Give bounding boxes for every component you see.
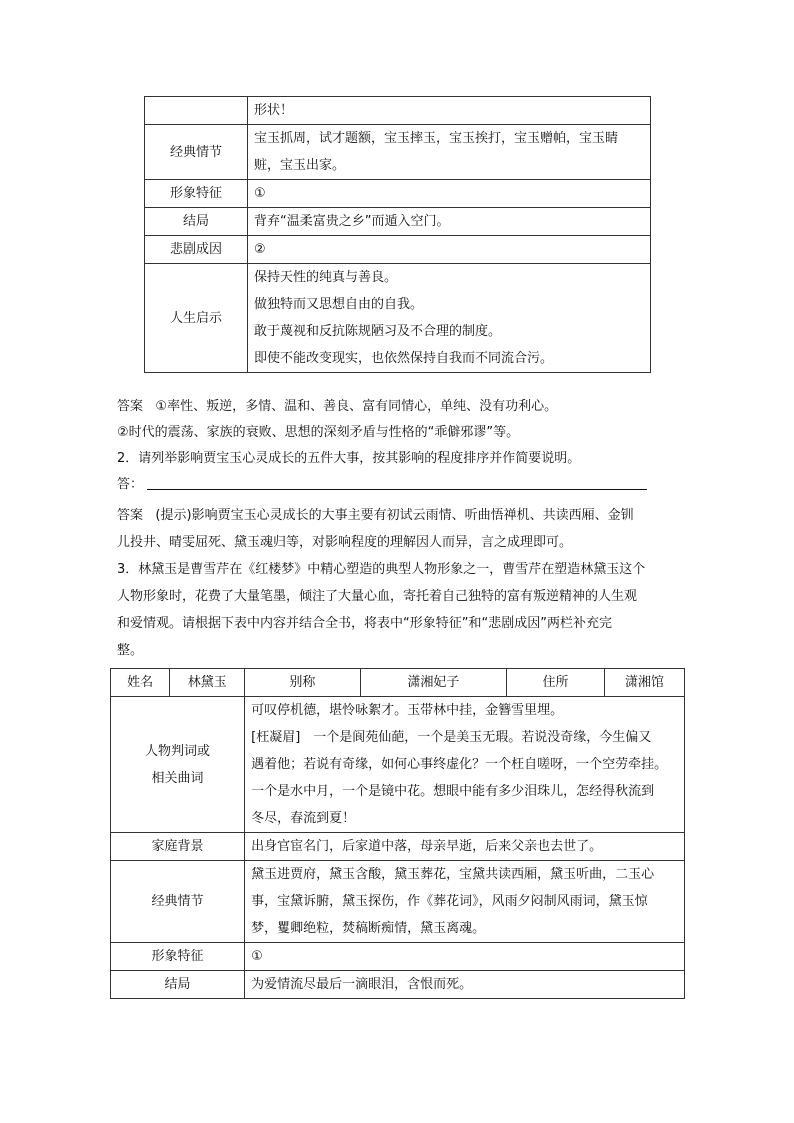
answer-2-line-2: 儿投井、晴雯屈死、黛玉魂归等，对影响程度的理解因人而异，言之成理即可。 (117, 535, 573, 550)
row-content (245, 861, 685, 943)
alias-value: 潇湘妃子 (360, 669, 507, 697)
name-label: 姓名 (111, 669, 170, 697)
row-content (248, 208, 651, 236)
content-line: 赃，宝玉出家。 (254, 158, 346, 173)
content-line: ① (251, 949, 263, 964)
answer-prefix: 答案 (117, 508, 144, 523)
answer-2-line-1 (117, 503, 677, 529)
question-3-line: 3．林黛玉是曹雪芹在《红楼梦》中精心塑造的典型人物形象之一，曹雪芹在塑造林黛玉这个 (117, 562, 646, 577)
question-3-line: 和爱情观。请根据下表中内容并结合全书，将表中“形象特征”和“悲剧成因”两栏补充完 (117, 616, 612, 631)
table-row (145, 264, 651, 373)
table-row (145, 236, 651, 264)
table-row (145, 125, 651, 180)
answer-1-line-2: ②时代的震荡、家族的衰败、思想的深刻矛盾与性格的“乖僻邪谬”等。 (117, 425, 520, 440)
row-content (245, 971, 685, 999)
row-label: 结局 (145, 208, 248, 236)
content-line: 黛玉进贾府，黛玉含酸，黛玉葬花，宝黛共读西厢，黛玉听曲，二玉心 (251, 867, 655, 882)
content-line: 出身官宦名门，后家道中落，母亲早逝，后来父亲也去世了。 (251, 839, 603, 854)
row-content (248, 264, 651, 373)
table-row (111, 861, 685, 943)
content-line: 可叹停机德，堪怜咏絮才。玉带林中挂，金簪雪里埋。 (251, 703, 564, 718)
row-content (248, 125, 651, 180)
row-label: 人生启示 (145, 264, 248, 373)
content-line: 背弃“温柔富贵之乡”而遁入空门。 (254, 214, 450, 229)
name-value: 林黛玉 (170, 669, 245, 697)
answer-label: 答： (117, 477, 144, 492)
row-label: 形象特征 (111, 943, 245, 971)
content-line: ① (254, 186, 266, 201)
table-row (111, 971, 685, 999)
alias-label: 别称 (245, 669, 360, 697)
content-line: ② (254, 242, 266, 257)
answer-text: (提示)影响贾宝玉心灵成长的大事主要有初试云雨情、听曲悟禅机、共读西厢、金钏 (155, 508, 634, 523)
row-label (145, 97, 248, 125)
row-label: 悲剧成因 (145, 236, 248, 264)
row-content (245, 833, 685, 861)
content-line: 做独特而又思想自由的自我。 (254, 297, 424, 312)
row-label: 形象特征 (145, 180, 248, 208)
content-line: 即使不能改变现实，也依然保持自我而不同流合污。 (254, 351, 554, 366)
row-content (245, 697, 685, 833)
question-3-line: 人物形象时，花费了大量笔墨，倾注了大量心血，寄托着自己独特的富有叛逆精神的人生观 (117, 589, 638, 604)
row-content (248, 97, 651, 125)
label-line: 相关曲词 (151, 770, 204, 786)
answer-prefix: 答案 (117, 399, 144, 414)
question-2: 2．请列举影响贾宝玉心灵成长的五件大事，按其影响的程度排序并作简要说明。 (117, 451, 581, 466)
table-row (111, 697, 685, 833)
row-label (111, 697, 245, 833)
table-row (145, 97, 651, 125)
residence-value: 潇湘馆 (604, 669, 684, 697)
answer-1-line-1 (117, 394, 677, 420)
table-baoyu (144, 96, 651, 373)
content-line: 敢于蔑视和反抗陈规陋习及不合理的制度。 (254, 324, 502, 339)
answer-blank-line[interactable] (147, 475, 647, 490)
question-3-line: 整。 (117, 643, 144, 658)
residence-label: 住所 (507, 669, 605, 697)
table-daiyu (110, 668, 685, 999)
table-row (111, 833, 685, 861)
row-label: 经典情节 (145, 125, 248, 180)
answer-blank-row (117, 472, 677, 498)
row-label: 经典情节 (111, 861, 245, 943)
content-line: [枉凝眉] 一个是阆苑仙葩，一个是美玉无瑕。若说没奇缘，今生偏又 (251, 730, 652, 745)
content-line: 事，宝黛诉腑，黛玉探伤，作《葬花词》，风雨夕闷制风雨词，黛玉惊 (251, 894, 648, 909)
table-row (145, 208, 651, 236)
row-label: 结局 (111, 971, 245, 999)
table-header-row (111, 669, 685, 697)
content-line: 宝玉抓周，试才题额，宝玉摔玉，宝玉挨打，宝玉赠帕，宝玉睛 (254, 131, 619, 146)
content-line: 遇着他；若说有奇缘，如何心事终虚化？一个枉自嗟呀，一个空劳牵挂。 (251, 757, 668, 772)
content-line: 一个是水中月，一个是镜中花。想眼中能有多少泪珠儿，怎经得秋流到 (251, 784, 655, 799)
content-line: 保持天性的纯真与善良。 (254, 270, 398, 285)
content-line: 梦，矍卿绝粒，焚稿断痴情，黛玉离魂。 (251, 921, 486, 936)
row-label: 家庭背景 (111, 833, 245, 861)
content-line: 冬尽，春流到夏！ (251, 811, 356, 826)
answer-text: ①率性、叛逆，多情、温和、善良、富有同情心，单纯、没有功利心。 (155, 399, 558, 414)
row-content (248, 236, 651, 264)
row-content (248, 180, 651, 208)
label-line: 人物判词或 (145, 743, 211, 759)
row-content (245, 943, 685, 971)
content-line: 形状！ (254, 103, 294, 118)
content-line: 为爱情流尽最后一滴眼泪，含恨而死。 (251, 977, 473, 992)
table-row (111, 943, 685, 971)
table-row (145, 180, 651, 208)
